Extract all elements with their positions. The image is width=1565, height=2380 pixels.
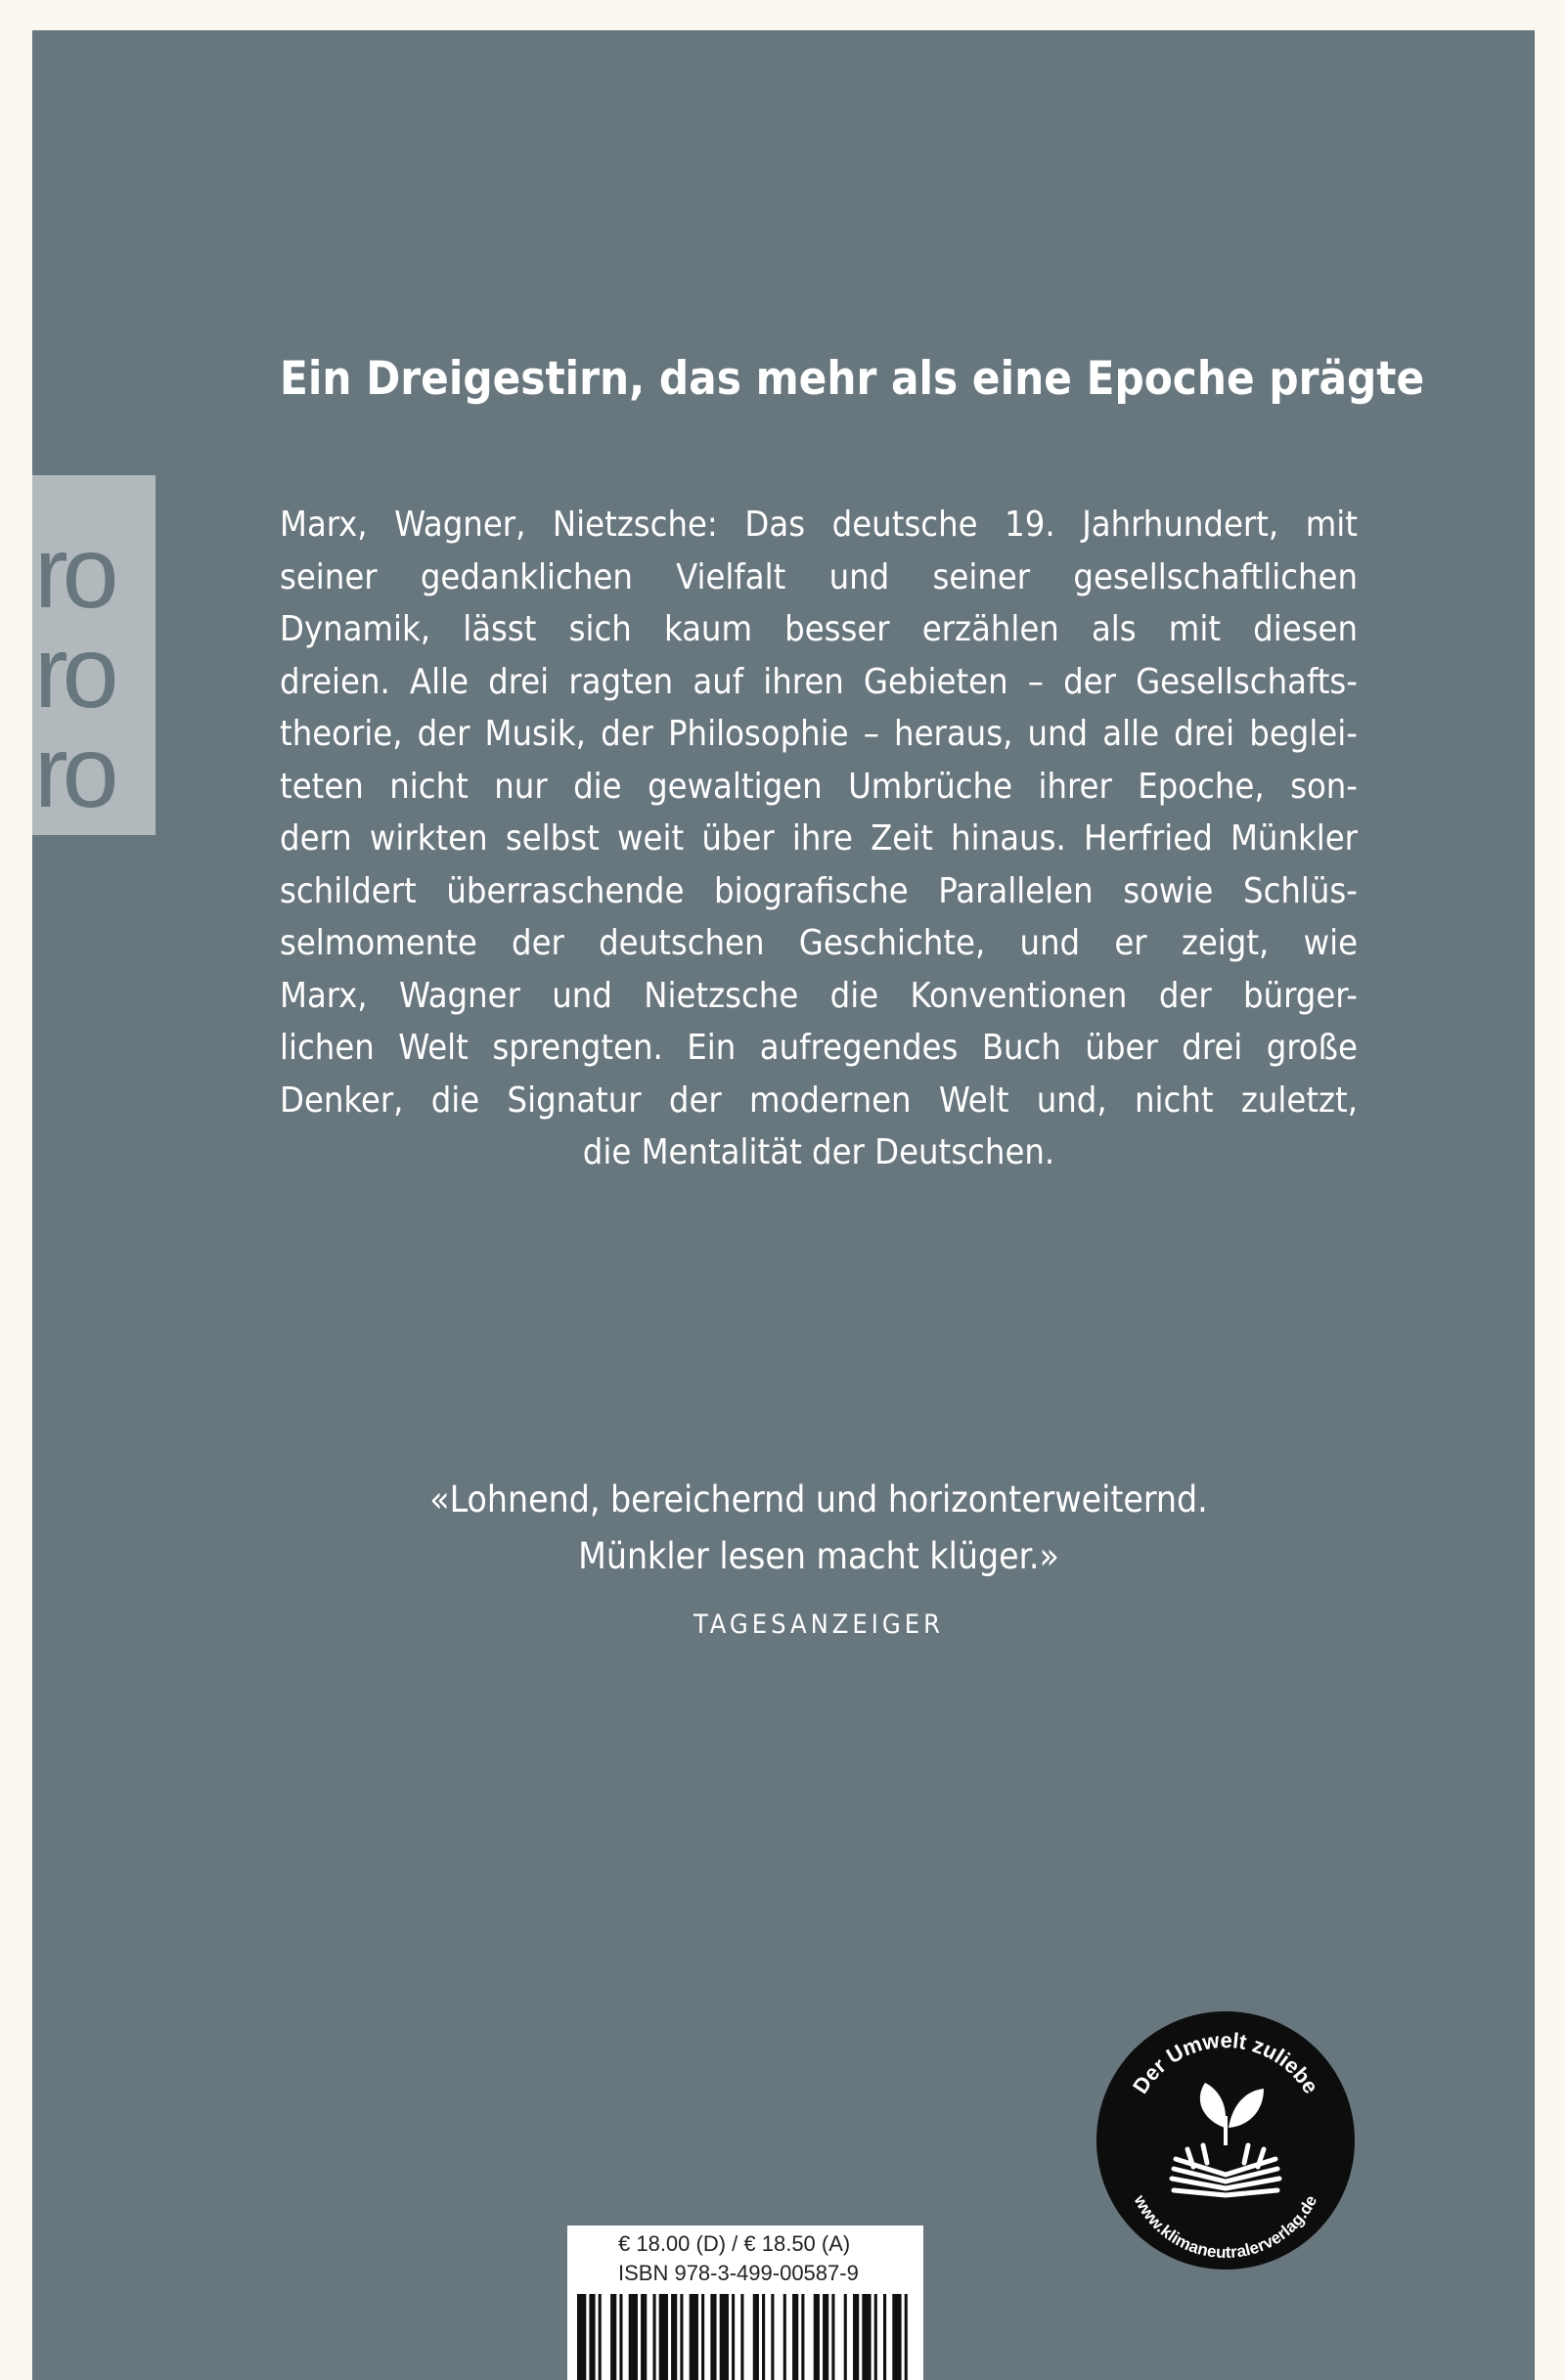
barcode-bar bbox=[589, 2294, 595, 2380]
barcode-bar bbox=[740, 2294, 743, 2380]
blurb-line: selmomente der deutschen Geschichte, und er zeigt, wie bbox=[280, 923, 1358, 963]
blurb-line: Denker, die Signatur der modernen Welt und, nicht zuletzt, bbox=[280, 1080, 1358, 1121]
barcode-bar bbox=[629, 2294, 638, 2380]
blurb-line: Marx, Wagner, Nietzsche: Das deutsche 19. Jahrhundert, mit bbox=[280, 505, 1358, 545]
barcode-bar bbox=[720, 2294, 729, 2380]
badge-bottom-text: www.klimaneutralerverlag.de bbox=[1130, 2191, 1321, 2263]
logo-line-2: ro bbox=[34, 616, 113, 729]
quote-line-1: «Lohnend, bereichernd und horizonterweiternd. bbox=[429, 1478, 1208, 1521]
barcode-bar bbox=[792, 2294, 798, 2380]
barcode-bar bbox=[831, 2294, 834, 2380]
review-quote bbox=[280, 1472, 1358, 1585]
barcode-bar bbox=[762, 2294, 765, 2380]
barcode-bar bbox=[814, 2294, 820, 2380]
climate-neutral-badge bbox=[1096, 2010, 1356, 2270]
barcode-bar bbox=[753, 2294, 759, 2380]
barcode-bar bbox=[905, 2294, 908, 2380]
barcode-bar bbox=[771, 2294, 774, 2380]
logo-line-3: ro bbox=[34, 716, 113, 829]
badge-top-text: Der Umwelt zuliebe bbox=[1128, 2027, 1324, 2098]
barcode-bar bbox=[659, 2294, 668, 2380]
isbn-label: ISBN 978-3-499-00587-9 bbox=[618, 2261, 859, 2285]
barcode-bar bbox=[874, 2294, 877, 2380]
barcode-bar bbox=[641, 2294, 647, 2380]
barcode-bar bbox=[690, 2294, 698, 2380]
barcode-bar bbox=[883, 2294, 886, 2380]
barcode-bar bbox=[577, 2294, 586, 2380]
blurb bbox=[280, 499, 1358, 1179]
rororo-logo bbox=[32, 475, 156, 835]
barcode-bar bbox=[823, 2294, 828, 2380]
blurb-line-last: die Mentalität der Deutschen. bbox=[582, 1132, 1055, 1172]
blurb-line: dern wirkten selbst weit über ihre Zeit hinaus. Herfried Münkler bbox=[280, 818, 1358, 859]
blurb-line: seiner gedanklichen Vielfalt und seiner gesellschaftlichen bbox=[280, 556, 1358, 597]
barcode-bar bbox=[680, 2294, 683, 2380]
logo-line-1: ro bbox=[34, 516, 113, 630]
barcode-bar bbox=[652, 2294, 655, 2380]
price-label: € 18.00 (D) / € 18.50 (A) bbox=[618, 2231, 851, 2256]
blurb-line: dreien. Alle drei ragten auf ihren Gebieten – der Gesellschafts- bbox=[280, 661, 1358, 702]
blurb-line: lichen Welt sprengten. Ein aufregendes Buch über drei große bbox=[280, 1028, 1358, 1068]
barcode-bar bbox=[671, 2294, 677, 2380]
barcode-bar bbox=[862, 2294, 871, 2380]
barcode-bar bbox=[599, 2294, 602, 2380]
barcode-bar bbox=[892, 2294, 901, 2380]
barcode-bar bbox=[844, 2294, 847, 2380]
barcode-bar bbox=[783, 2294, 786, 2380]
blurb-line: teten nicht nur die gewaltigen Umbrüche ihrer Epoche, son- bbox=[280, 766, 1358, 807]
headline: Ein Dreigestirn, das mehr als eine Epoche prägte bbox=[280, 352, 1425, 406]
back-cover bbox=[32, 30, 1535, 2380]
barcode-bar bbox=[619, 2294, 622, 2380]
barcode-bar bbox=[701, 2294, 704, 2380]
blurb-line: theorie, der Musik, der Philosophie – heraus, und alle drei beglei- bbox=[280, 714, 1358, 754]
price-barcode-box bbox=[567, 2226, 923, 2380]
barcode-bar bbox=[710, 2294, 716, 2380]
blurb-line: Dynamik, lässt sich kaum besser erzählen als mit diesen bbox=[280, 609, 1358, 649]
barcode-bar bbox=[853, 2294, 859, 2380]
barcode-bar bbox=[610, 2294, 616, 2380]
blurb-line: schildert überraschende biografische Parallelen sowie Schlüs- bbox=[280, 870, 1358, 911]
quote-line-2: Münkler lesen macht klüger.» bbox=[578, 1535, 1059, 1577]
barcode-bar bbox=[801, 2294, 804, 2380]
barcode-bar bbox=[732, 2294, 735, 2380]
blurb-line: Marx, Wagner und Nietzsche die Konventionen der bürger- bbox=[280, 975, 1358, 1016]
barcode bbox=[567, 2294, 923, 2380]
quote-source: TAGESANZEIGER bbox=[693, 1609, 944, 1640]
